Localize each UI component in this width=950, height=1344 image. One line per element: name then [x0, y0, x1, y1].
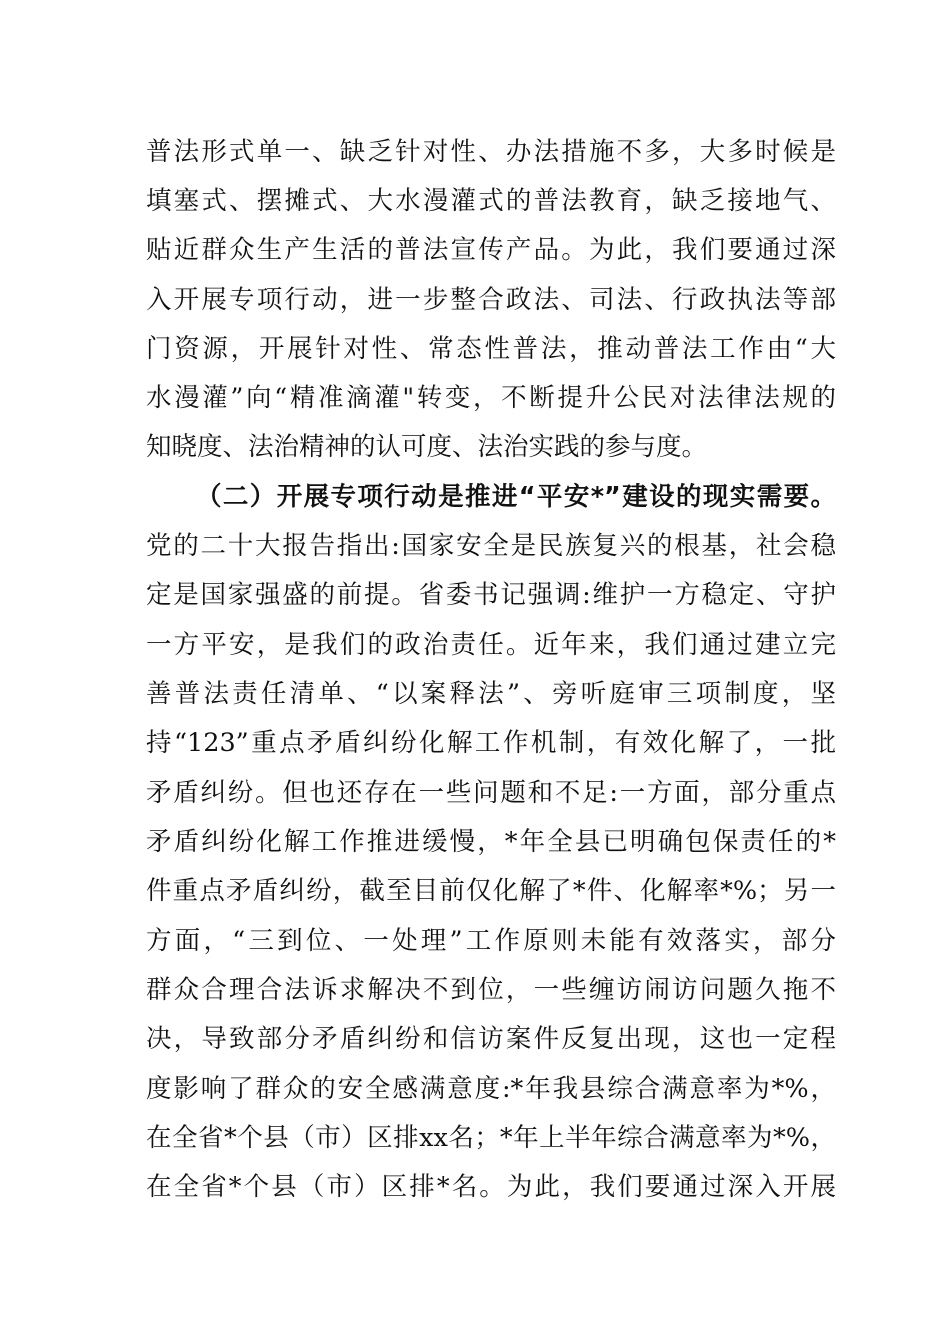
- paragraph-line: 群众合理合法诉求解决不到位，一些缠访闹访问题久拖不: [146, 975, 836, 1005]
- paragraph-line: 定是国家强盛的前提。省委书记强调:维护一方稳定、守护: [146, 580, 836, 610]
- paragraph-line: 贴近群众生产生活的普法宣传产品。为此，我们要通过深: [146, 235, 836, 265]
- paragraph-line: 党的二十大报告指出:国家安全是民族复兴的根基，社会稳: [146, 531, 836, 561]
- paragraph-line: 度影响了群众的安全感满意度:*年我县综合满意率为*%，: [146, 1074, 836, 1104]
- paragraph-line: 水漫灌”向“精准滴灌"转变，不断提升公民对法律法规的: [146, 383, 836, 413]
- paragraph-line: 门资源，开展针对性、常态性普法，推动普法工作由“大: [146, 334, 836, 364]
- paragraph-line: 知晓度、法治精神的认可度、法治实践的参与度。: [146, 432, 708, 462]
- paragraph-line: 填塞式、摆摊式、大水漫灌式的普法教育，缺乏接地气、: [146, 186, 836, 216]
- paragraph-line: 一方平安，是我们的政治责任。近年来，我们通过建立完: [146, 630, 836, 660]
- paragraph-line: 件重点矛盾纠纷，截至目前仅化解了*件、化解率*%；另一: [146, 876, 836, 906]
- paragraph-line: 决，导致部分矛盾纠纷和信访案件反复出现，这也一定程: [146, 1024, 836, 1054]
- paragraph-line: 方面，“三到位、一处理”工作原则未能有效落实，部分: [146, 926, 836, 956]
- paragraph-line: 入开展专项行动，进一步整合政法、司法、行政执法等部: [146, 285, 836, 315]
- paragraph-line: 矛盾纠纷化解工作推进缓慢，*年全县已明确包保责任的*: [146, 827, 836, 857]
- paragraph-line: 普法形式单一、缺乏针对性、办法措施不多，大多时候是: [146, 137, 836, 167]
- paragraph-line: 善普法责任清单、“以案释法”、旁听庭审三项制度，坚: [146, 679, 836, 709]
- paragraph-line: 持“123”重点矛盾纠纷化解工作机制，有效化解了，一批: [146, 728, 836, 758]
- paragraph-line: 在全省*个县（市）区排xx名；*年上半年综合满意率为*%，: [146, 1123, 836, 1153]
- paragraph-line: 在全省*个县（市）区排*名。为此，我们要通过深入开展: [146, 1172, 836, 1202]
- section-heading: （二）开展专项行动是推进“平安*”建设的现实需要。: [196, 482, 836, 512]
- paragraph-line: 矛盾纠纷。但也还存在一些问题和不足:一方面，部分重点: [146, 778, 836, 808]
